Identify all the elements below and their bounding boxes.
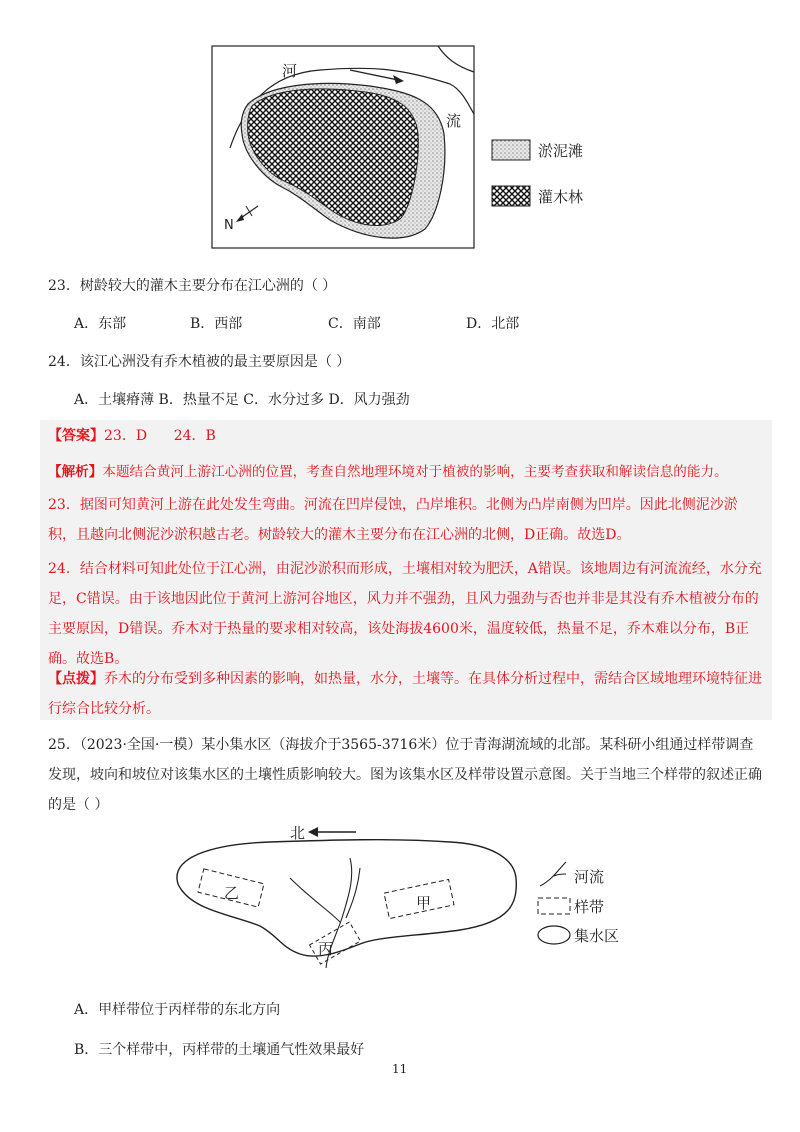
river-line	[346, 868, 360, 918]
legend-strip-label: 样带	[574, 898, 605, 916]
legend-catchment-label: 集水区	[574, 927, 620, 945]
answer-tag: 【答案】	[48, 428, 104, 444]
question-25-stem: 25．（2023·全国·一模）某小集水区（海拔介于3565-3716米）位于青海湖流域的北部。某科研小组通过样带调查发现，坡向和坡位对该集水区的土壤性质影响较大。图为该集水区及样带设置示意图。关于当地三个样带的叙述正确的是（ ）	[48, 737, 762, 813]
legend-shrub-label: 灌木林	[538, 188, 584, 206]
analysis-text: 本题结合黄河上游江心洲的位置，考查自然地理环境对于植被的影响，主要考查获取和解读信息的能力。	[102, 464, 728, 480]
river-label-right: 流	[446, 112, 462, 130]
question-24-stem: 24．该江心洲没有乔木植被的最主要原因是（ ）	[48, 354, 351, 370]
question-23-stem: 23．树龄较大的灌木主要分布在江心洲的（ ）	[48, 278, 337, 294]
tip-text: 乔木的分布受到多种因素的影响，如热量，水分，土壤等。在具体分析过程中，需结合区域地理环境特征进行综合比较分析。	[48, 671, 762, 717]
catchment-diagram	[160, 818, 640, 978]
analysis-tag: 【解析】	[48, 464, 103, 480]
q24-options[interactable]: A．土壤瘠薄 B．热量不足 C．水分过多 D．风力强劲	[74, 392, 410, 408]
q23-option-a[interactable]: A．东部	[74, 316, 127, 332]
q23-option-b[interactable]: B．西部	[190, 316, 243, 332]
legend-shrub-swatch	[492, 186, 530, 206]
analysis-q24: 24．结合材料可知此处位于江心洲，由泥沙淤积而形成，土壤相对较为肥沃，A错误。该地周边有河流流经，水分充足，C错误。由于该地因此位于黄河上游河谷地区，风力并不强劲，且风力强劲与否也并非是其没有乔木植被分布的主要原因，D错误。乔木对于热量的要求相对较高，该处海拔4600米，温度较低，热量不足，乔木难以分布，B正确。故选B。	[48, 561, 762, 667]
q25-option-b[interactable]: B．三个样带中，丙样带的土壤通气性效果最好	[74, 1042, 365, 1058]
north-label: N	[224, 218, 234, 233]
analysis-line	[48, 458, 764, 486]
strip-jia-label: 甲	[416, 894, 432, 912]
answer-line	[48, 422, 764, 450]
analysis-q23: 23．据图可知黄河上游在此处发生弯曲。河流在凹岸侵蚀，凸岸堆积。北侧为凸岸南侧为凹岸。因此北侧泥沙淤积，且越向北侧泥沙淤积越古老。树龄较大的灌木主要分布在江心洲的北侧，D正确。故选D。	[48, 497, 738, 543]
strip-yi-label: 乙	[224, 884, 240, 902]
river-label-top: 河	[282, 62, 298, 80]
q23-option-d[interactable]: D．北部	[466, 316, 520, 332]
north-label: 北	[290, 824, 306, 842]
answer-text: 23．D 24．B	[104, 428, 216, 444]
legend-silt-label: 淤泥滩	[538, 142, 584, 160]
river-island-map	[200, 44, 620, 254]
legend-strip-symbol	[538, 898, 570, 914]
river-line	[290, 878, 340, 922]
legend-silt-swatch	[492, 140, 530, 160]
q23-option-c[interactable]: C．南部	[328, 316, 381, 332]
tip-tag: 【点拨】	[48, 671, 104, 687]
tip-paragraph	[48, 664, 764, 724]
strip-bing-label: 丙	[318, 940, 334, 958]
q25-option-a[interactable]: A．甲样带位于丙样带的东北方向	[74, 1002, 281, 1018]
legend-river-label: 河流	[574, 868, 605, 886]
page-number: 11	[392, 1062, 408, 1076]
legend-catchment-symbol	[538, 926, 570, 944]
legend-river-symbol	[540, 862, 566, 886]
